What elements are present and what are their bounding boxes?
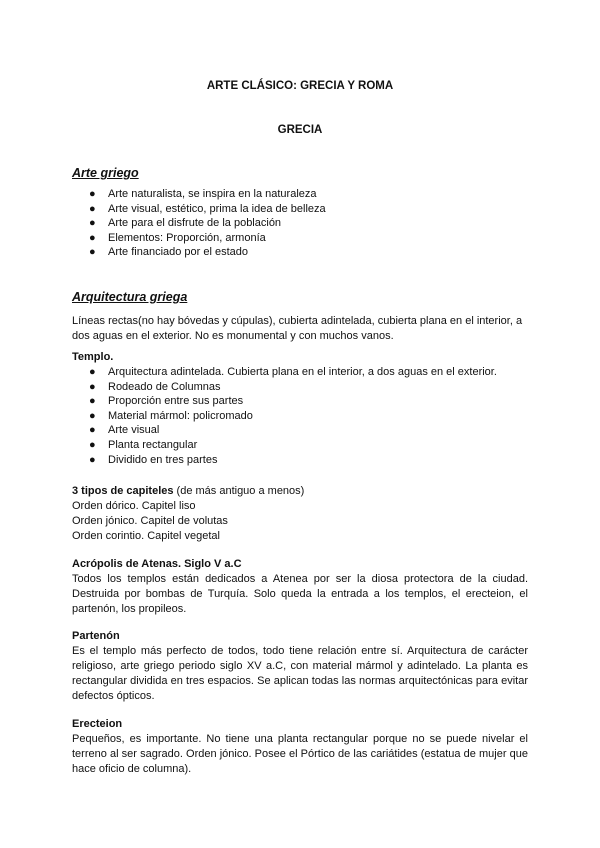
erecteion-text: Pequeños, es importante. No tiene una planta rectangular porque no se puede nivelar el terreno al ser sagrado. Orden jónico. Posee el Pórtico de las cariátides (estatua de mujer que hace oficio de columna). [72, 733, 528, 775]
list-item: ● Dividido en tres partes [89, 453, 218, 466]
capitel-item: Orden corintio. Capitel vegetal [72, 530, 220, 542]
templo-list [72, 365, 528, 467]
bullet-icon: ● [89, 188, 96, 200]
list-item: ● Arte naturalista, se inspira en la naturaleza [89, 188, 317, 200]
capiteles-label: 3 tipos de capiteles [72, 485, 174, 497]
bullet-icon: ● [89, 424, 96, 437]
bullet-icon: ● [89, 217, 96, 230]
main-title: ARTE CLÁSICO: GRECIA Y ROMA [206, 80, 394, 92]
bullet-icon: ● [89, 409, 96, 422]
list-item: ● Rodeado de Columnas [89, 380, 221, 393]
list-item: ● Material mármol: policromado [89, 409, 253, 422]
list-item: ● Planta rectangular [89, 438, 198, 451]
list-item: ● Arte para el disfrute de la población [89, 217, 282, 230]
arquitectura-intro: Líneas rectas(no hay bóvedas y cúpulas), cubierta adintelada, cubierta plana en el interior, a dos aguas en el exterior. No es monumental y con muchos vanos. [72, 315, 523, 342]
list-item: ● Proporción entre sus partes [89, 395, 244, 408]
bullet-icon: ● [89, 380, 96, 393]
list-item: ● Arte visual [89, 424, 160, 437]
capiteles-line [72, 484, 528, 499]
bullet-icon: ● [89, 438, 96, 451]
bullet-icon: ● [89, 395, 96, 408]
list-item: ● Arte financiado por el estado [89, 246, 249, 259]
bullet-icon: ● [89, 453, 96, 466]
capitel-item: Orden jónico. Capitel de volutas [72, 515, 228, 527]
templo-label: Templo. [72, 351, 114, 363]
heading-arte-griego: Arte griego [72, 166, 139, 180]
bullet-icon: ● [89, 366, 96, 378]
capitel-item: Orden dórico. Capitel liso [72, 500, 196, 512]
arte-griego-list [72, 187, 528, 260]
bullet-icon: ● [89, 202, 96, 215]
bullet-icon: ● [89, 231, 96, 244]
acropolis-text: Todos los templos están dedicados a Atenea por ser la diosa protectora de la ciudad. Destruida por bombas de Turquía. Solo queda la entrada a los templos, el erecteion, el partenón, los propileos. [72, 573, 528, 615]
capiteles-note: (de más antiguo a menos) [173, 485, 305, 497]
partenon-text: Es el templo más perfecto de todos, todo tiene relación entre sí. Arquitectura de carácter religioso, arte griego periodo siglo XV a.C, con material mármol y adintelado. La planta es rectangular dividida en tres espacios. Se aplican todas las normas arquitectónicas para evitar defectos ópticos. [72, 645, 528, 702]
list-item: ● Arquitectura adintelada. Cubierta plana en el interior, a dos aguas en el exterior. [89, 366, 497, 378]
arte-griego-list-wrap [72, 187, 528, 260]
capiteles-list [72, 499, 528, 544]
heading-arquitectura-griega: Arquitectura griega [72, 290, 188, 304]
subtitle-grecia: GRECIA [277, 124, 323, 136]
list-item: ● Elementos: Proporción, armonía [89, 231, 266, 244]
heading-partenon: Partenón [72, 630, 120, 642]
heading-erecteion: Erecteion [72, 718, 123, 730]
bullet-icon: ● [89, 246, 96, 259]
heading-acropolis: Acrópolis de Atenas. Siglo V a.C [72, 558, 242, 570]
list-item: ● Arte visual, estético, prima la idea de belleza [89, 202, 326, 215]
templo-list-wrap [72, 365, 528, 467]
